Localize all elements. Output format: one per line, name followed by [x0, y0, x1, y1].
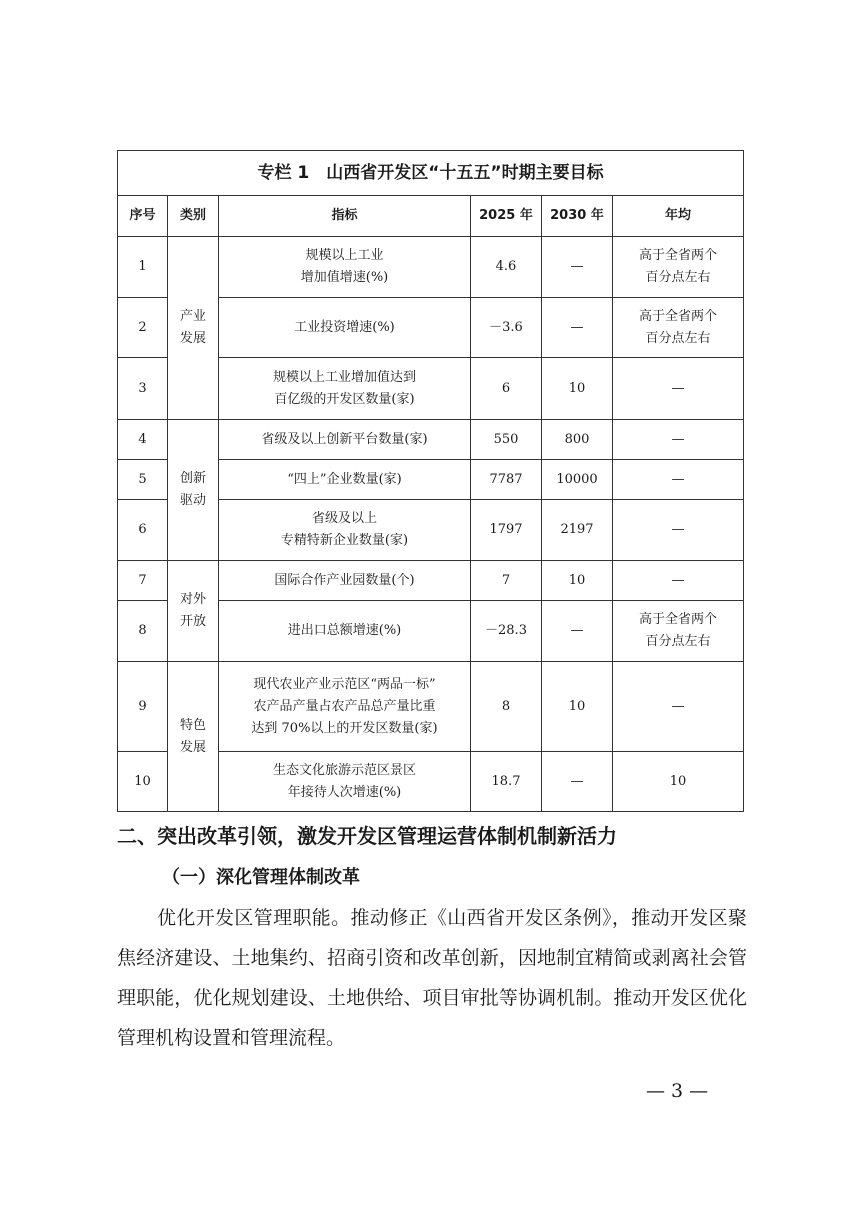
value-y2025: 7787 — [471, 460, 542, 500]
value-y2030: 10 — [542, 561, 613, 601]
indicator-cell — [219, 420, 471, 460]
indicator-line: 农产品产量占农产品总产量比重 — [253, 698, 436, 714]
annual-line: — — [671, 471, 685, 487]
category-line: 产业 — [179, 309, 206, 324]
indicator-cell — [219, 662, 471, 752]
category-line: 驱动 — [179, 493, 206, 508]
targets-table — [117, 150, 744, 812]
annual-line: 百分点左右 — [645, 270, 711, 285]
value-y2030: — — [542, 601, 613, 662]
indicator-line: 省级及以上创新平台数量(家) — [261, 431, 428, 447]
body-paragraph: 优化开发区管理职能。推动修正《山西省开发区条例》，推动开发区聚焦经济建设、土地集约、招商引资和改革创新，因地制宜精简或剥离社会管理职能，优化规划建设、土地供给、项目审批等协调机制。推动开发区优化管理机构设置和管理流程。 — [117, 907, 747, 1049]
category-line: 发展 — [179, 331, 206, 346]
table-row — [118, 420, 744, 460]
value-y2030: 10 — [542, 358, 613, 420]
row-number: 7 — [118, 561, 168, 601]
header-2025: 2025 年 — [471, 196, 542, 237]
indicator-line: 省级及以上 — [311, 511, 377, 526]
indicator-cell — [219, 601, 471, 662]
value-y2025: 18.7 — [471, 752, 542, 812]
annual-cell — [613, 662, 744, 752]
annual-line: — — [671, 522, 685, 537]
annual-line: 百分点左右 — [645, 330, 711, 346]
indicator-line: 现代农业产业示范区“两品一标” — [253, 676, 436, 692]
value-y2030: — — [542, 752, 613, 812]
annual-cell — [613, 752, 744, 812]
indicator-line: 达到 70%以上的开发区数量(家) — [251, 720, 438, 736]
section-heading: 二、突出改革引领，激发开发区管理运营体制机制新活力 — [117, 824, 617, 848]
value-y2025: －3.6 — [471, 298, 542, 358]
annual-cell — [613, 500, 744, 561]
indicator-cell — [219, 298, 471, 358]
annual-line: 高于全省两个 — [639, 612, 718, 627]
header-category: 类别 — [168, 196, 219, 237]
category-line: 创新 — [179, 471, 206, 486]
value-y2025: 4.6 — [471, 237, 542, 298]
indicator-cell — [219, 561, 471, 601]
annual-cell — [613, 601, 744, 662]
value-y2030: — — [542, 298, 613, 358]
category-line: 对外 — [179, 592, 206, 607]
annual-cell — [613, 460, 744, 500]
row-number: 3 — [118, 358, 168, 420]
annual-cell — [613, 237, 744, 298]
indicator-line: “四上”企业数量(家) — [287, 471, 402, 487]
header-annual: 年均 — [613, 196, 744, 237]
indicator-line: 生态文化旅游示范区景区 — [272, 762, 416, 778]
annual-line: 百分点左右 — [645, 634, 711, 649]
category-cell — [168, 561, 219, 662]
header-no: 序号 — [118, 196, 168, 237]
row-number: 5 — [118, 460, 168, 500]
value-y2030: 10 — [542, 662, 613, 752]
row-number: 4 — [118, 420, 168, 460]
category-cell — [168, 420, 219, 561]
annual-cell — [613, 298, 744, 358]
value-y2030: 10000 — [542, 460, 613, 500]
indicator-line: 工业投资增速(%) — [294, 319, 395, 335]
annual-line: — — [671, 431, 685, 447]
row-number: 2 — [118, 298, 168, 358]
indicator-line: 年接待人次增速(%) — [287, 784, 402, 800]
indicator-line: 百亿级的开发区数量(家) — [274, 391, 415, 407]
value-y2025: －28.3 — [471, 601, 542, 662]
annual-line: — — [671, 572, 685, 588]
annual-line: 高于全省两个 — [639, 248, 718, 263]
value-y2030: 2197 — [542, 500, 613, 561]
header-indicator: 指标 — [219, 196, 471, 237]
indicator-line: 专精特新企业数量(家) — [280, 533, 409, 548]
table-row — [118, 237, 744, 298]
category-cell — [168, 237, 219, 420]
indicator-cell — [219, 358, 471, 420]
table-row — [118, 662, 744, 752]
subsection-heading: （一）深化管理体制改革 — [162, 867, 360, 888]
table-header-row — [118, 196, 744, 237]
category-line: 特色 — [179, 717, 206, 733]
annual-cell — [613, 358, 744, 420]
table-body — [118, 237, 744, 812]
page-number: — 3 — — [646, 1080, 709, 1102]
indicator-line: 规模以上工业 — [305, 248, 384, 263]
table-title-row — [118, 151, 744, 196]
row-number: 10 — [118, 752, 168, 812]
row-number: 6 — [118, 500, 168, 561]
value-y2025: 7 — [471, 561, 542, 601]
indicator-line: 规模以上工业增加值达到 — [272, 369, 416, 385]
value-y2025: 6 — [471, 358, 542, 420]
row-number: 1 — [118, 237, 168, 298]
indicator-cell — [219, 500, 471, 561]
indicator-line: 国际合作产业园数量(个) — [274, 572, 415, 588]
category-cell — [168, 662, 219, 812]
annual-cell — [613, 561, 744, 601]
indicator-cell — [219, 460, 471, 500]
annual-line: 10 — [669, 773, 687, 789]
indicator-cell — [219, 752, 471, 812]
value-y2030: 800 — [542, 420, 613, 460]
annual-line: — — [671, 698, 685, 714]
value-y2025: 1797 — [471, 500, 542, 561]
indicator-line: 增加值增速(%) — [300, 270, 389, 285]
value-y2025: 550 — [471, 420, 542, 460]
value-y2025: 8 — [471, 662, 542, 752]
row-number: 9 — [118, 662, 168, 752]
annual-line: 高于全省两个 — [639, 308, 718, 324]
category-line: 开放 — [179, 614, 206, 629]
table-title: 专栏 1 山西省开发区“十五五”时期主要目标 — [118, 151, 744, 196]
category-line: 发展 — [179, 739, 206, 755]
annual-cell — [613, 420, 744, 460]
table-row — [118, 561, 744, 601]
annual-line: — — [671, 380, 685, 396]
row-number: 8 — [118, 601, 168, 662]
value-y2030: — — [542, 237, 613, 298]
header-2030: 2030 年 — [542, 196, 613, 237]
indicator-cell — [219, 237, 471, 298]
indicator-line: 进出口总额增速(%) — [287, 623, 402, 638]
